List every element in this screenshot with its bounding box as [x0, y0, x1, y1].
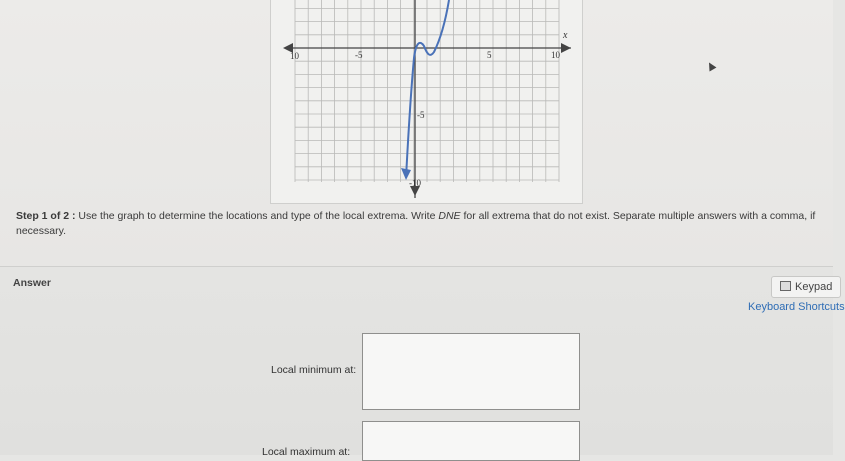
tick-label-y-neg5: -5	[417, 110, 425, 120]
graph-grid	[295, 0, 559, 182]
step-instruction-text: Use the graph to determine the locations and type of the local extrema. Write	[75, 210, 439, 222]
step-instruction-end: for all extrema that do not exist. Separate multiple answers with a comma, if necessary.	[16, 210, 816, 237]
step-instruction	[16, 209, 816, 239]
local-maximum-input[interactable]	[362, 421, 580, 461]
local-maximum-label: Local maximum at:	[262, 446, 351, 458]
dne-term: DNE	[438, 210, 461, 222]
keypad-icon	[780, 281, 791, 291]
tick-label-x-pos5: 5	[487, 50, 492, 60]
step-prefix: Step 1 of 2 :	[16, 210, 76, 222]
x-axis-label: x	[563, 30, 568, 41]
tick-label-x-neg10: 10	[290, 51, 299, 61]
keypad-label: Keypad	[795, 281, 833, 293]
tick-label-x-pos10: 10	[551, 50, 560, 60]
x-axis-right-arrow	[561, 43, 571, 53]
local-minimum-input[interactable]	[362, 333, 580, 410]
tick-label-y-neg10: -10	[409, 178, 421, 188]
tick-label-x-neg5: -5	[355, 50, 363, 60]
keyboard-shortcuts-link[interactable]: Keyboard Shortcuts	[748, 301, 845, 313]
graph-card	[270, 0, 583, 204]
keypad-button[interactable]	[771, 276, 841, 298]
function-graph	[271, 0, 582, 203]
local-minimum-label: Local minimum at:	[271, 364, 357, 376]
answer-label: Answer	[13, 277, 51, 289]
function-curve	[406, 0, 449, 178]
